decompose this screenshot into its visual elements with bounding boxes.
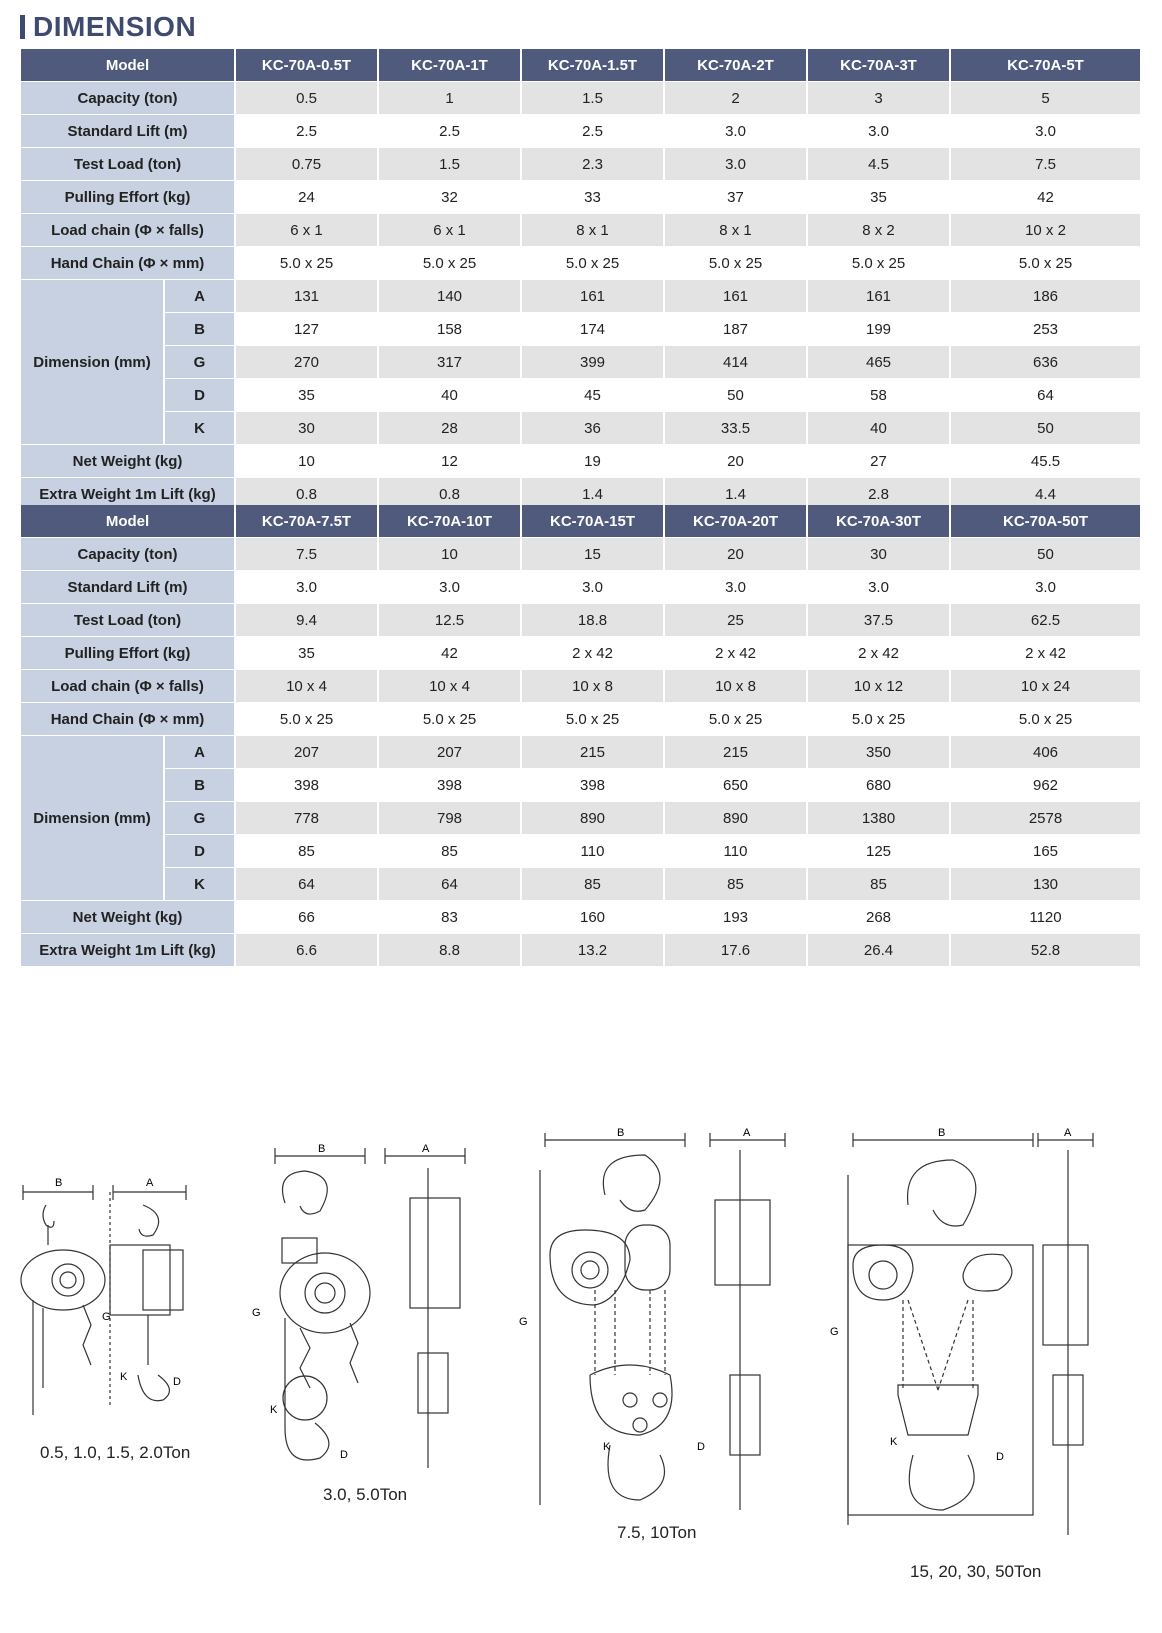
table-cell: 125 (807, 835, 950, 868)
table-cell: 42 (950, 181, 1140, 214)
table-cell: 161 (664, 280, 807, 313)
table-cell: 33 (521, 181, 664, 214)
table-cell: 28 (378, 412, 521, 445)
spec-row-dim-g (21, 346, 1140, 379)
table-cell: 52.8 (950, 934, 1140, 967)
spec-row-dim-b (21, 769, 1140, 802)
table-cell: 2 x 42 (807, 637, 950, 670)
table-cell: 83 (378, 901, 521, 934)
title-bar-icon (20, 15, 25, 39)
table-cell: 13.2 (521, 934, 664, 967)
table-cell: 6 x 1 (378, 214, 521, 247)
model-name: KC-70A-15T (521, 505, 664, 538)
spec-row-capacity (21, 82, 1140, 115)
model-name: KC-70A-1.5T (521, 49, 664, 82)
dim-b-label: B (617, 1127, 625, 1139)
table-cell: 10 (235, 445, 378, 478)
table-cell: 1120 (950, 901, 1140, 934)
table-cell: 1.4 (521, 478, 664, 511)
spec-table-2 (21, 505, 1140, 967)
table-cell: 890 (521, 802, 664, 835)
table-cell: 187 (664, 313, 807, 346)
table-cell: 85 (378, 835, 521, 868)
table-cell: 10 x 2 (950, 214, 1140, 247)
table-cell: 10 x 8 (521, 670, 664, 703)
dim-d-label: D (697, 1441, 705, 1453)
dimension-sub-label: D (164, 379, 235, 412)
dim-b-label: B (318, 1143, 326, 1155)
spec-row-test-load (21, 604, 1140, 637)
table-cell: 5.0 x 25 (521, 247, 664, 280)
table-cell: 5.0 x 25 (235, 247, 378, 280)
row-label: Net Weight (kg) (21, 445, 235, 478)
table-cell: 1.5 (521, 82, 664, 115)
spec-row-pulling-effort (21, 637, 1140, 670)
table-cell: 5.0 x 25 (950, 703, 1140, 736)
model-name: KC-70A-5T (950, 49, 1140, 82)
diagram-caption-2: 3.0, 5.0Ton (323, 1485, 408, 1504)
table-cell: 174 (521, 313, 664, 346)
table-cell: 2 (664, 82, 807, 115)
table-cell: 35 (235, 637, 378, 670)
model-name: KC-70A-50T (950, 505, 1140, 538)
model-header-label: Model (21, 505, 235, 538)
table-cell: 32 (378, 181, 521, 214)
dimension-sub-label: K (164, 412, 235, 445)
diagram-caption-1: 0.5, 1.0, 1.5, 2.0Ton (40, 1443, 191, 1462)
hoist-diagram-medium (240, 1138, 480, 1483)
row-label: Capacity (ton) (21, 82, 235, 115)
table-cell: 45.5 (950, 445, 1140, 478)
table-cell: 1 (378, 82, 521, 115)
table-cell: 37 (664, 181, 807, 214)
dim-g-label: G (252, 1307, 261, 1319)
table-cell: 10 x 4 (378, 670, 521, 703)
spec-row-hand-chain (21, 247, 1140, 280)
row-label: Standard Lift (m) (21, 571, 235, 604)
table-cell: 127 (235, 313, 378, 346)
table-cell: 5.0 x 25 (950, 247, 1140, 280)
table-cell: 8 x 1 (521, 214, 664, 247)
table-cell: 2.5 (378, 115, 521, 148)
table-cell: 40 (807, 412, 950, 445)
table-cell: 0.8 (235, 478, 378, 511)
row-label: Hand Chain (Φ × mm) (21, 703, 235, 736)
dimension-group-label: Dimension (mm) (21, 736, 164, 901)
table-cell: 40 (378, 379, 521, 412)
table-cell: 3.0 (664, 571, 807, 604)
spec-row-net-weight (21, 445, 1140, 478)
spec-row-dim-d (21, 379, 1140, 412)
row-label: Extra Weight 1m Lift (kg) (21, 478, 235, 511)
table-cell: 2 x 42 (521, 637, 664, 670)
table-cell: 3 (807, 82, 950, 115)
table-cell: 207 (378, 736, 521, 769)
table-cell: 215 (521, 736, 664, 769)
table-cell: 35 (235, 379, 378, 412)
row-label: Test Load (ton) (21, 604, 235, 637)
table-cell: 10 x 24 (950, 670, 1140, 703)
table-cell: 5.0 x 25 (378, 703, 521, 736)
spec-row-hand-chain (21, 703, 1140, 736)
table-cell: 1380 (807, 802, 950, 835)
table-cell: 5.0 x 25 (378, 247, 521, 280)
table-cell: 199 (807, 313, 950, 346)
dim-d-label: D (340, 1449, 348, 1461)
spec-row-capacity (21, 538, 1140, 571)
table-cell: 2.8 (807, 478, 950, 511)
table-cell: 207 (235, 736, 378, 769)
table-cell: 10 x 12 (807, 670, 950, 703)
table-cell: 50 (950, 538, 1140, 571)
spec-row-dim-d (21, 835, 1140, 868)
spec-row-standard-lift (21, 571, 1140, 604)
table-cell: 268 (807, 901, 950, 934)
dim-a-label: A (422, 1143, 430, 1155)
table-cell: 5.0 x 25 (521, 703, 664, 736)
table-cell: 64 (235, 868, 378, 901)
table-cell: 3.0 (378, 571, 521, 604)
table-cell: 2578 (950, 802, 1140, 835)
dimension-sub-label: A (164, 280, 235, 313)
table-cell: 50 (950, 412, 1140, 445)
table-cell: 3.0 (664, 115, 807, 148)
spec-row-pulling-effort (21, 181, 1140, 214)
table-cell: 85 (235, 835, 378, 868)
table-cell: 270 (235, 346, 378, 379)
dim-k-label: K (603, 1441, 611, 1453)
hoist-diagram-heavy (828, 1125, 1103, 1555)
table-cell: 8 x 2 (807, 214, 950, 247)
spec-row-dim-a (21, 736, 1140, 769)
row-label: Pulling Effort (kg) (21, 637, 235, 670)
table-cell: 3.0 (807, 571, 950, 604)
table-cell: 398 (521, 769, 664, 802)
table-cell: 406 (950, 736, 1140, 769)
table-cell: 158 (378, 313, 521, 346)
table-cell: 20 (664, 538, 807, 571)
table-cell: 9.4 (235, 604, 378, 637)
model-header-label: Model (21, 49, 235, 82)
spec-table-1 (21, 49, 1140, 511)
dim-k-label: K (890, 1436, 898, 1448)
table-cell: 778 (235, 802, 378, 835)
spec-row-dim-k (21, 868, 1140, 901)
table-cell: 186 (950, 280, 1140, 313)
table-cell: 20 (664, 445, 807, 478)
table-cell: 64 (950, 379, 1140, 412)
table-cell: 6.6 (235, 934, 378, 967)
dim-a-label: A (146, 1177, 154, 1189)
table-cell: 18.8 (521, 604, 664, 637)
table-cell: 10 x 4 (235, 670, 378, 703)
table-cell: 3.0 (950, 115, 1140, 148)
table-cell: 5 (950, 82, 1140, 115)
table-cell: 24 (235, 181, 378, 214)
spec-row-dim-k (21, 412, 1140, 445)
row-label: Capacity (ton) (21, 538, 235, 571)
table-cell: 399 (521, 346, 664, 379)
table-cell: 33.5 (664, 412, 807, 445)
table-cell: 890 (664, 802, 807, 835)
table-cell: 110 (521, 835, 664, 868)
hoist-diagram-large (515, 1125, 800, 1520)
table-cell: 398 (378, 769, 521, 802)
table-cell: 131 (235, 280, 378, 313)
table-cell: 398 (235, 769, 378, 802)
table-cell: 6 x 1 (235, 214, 378, 247)
table-cell: 85 (664, 868, 807, 901)
table-cell: 161 (521, 280, 664, 313)
section-title (20, 12, 196, 42)
row-label: Net Weight (kg) (21, 901, 235, 934)
table-cell: 5.0 x 25 (664, 703, 807, 736)
dim-b-label: B (938, 1127, 946, 1139)
spec-row-test-load (21, 148, 1140, 181)
table-cell: 3.0 (950, 571, 1140, 604)
table-cell: 17.6 (664, 934, 807, 967)
table-cell: 2 x 42 (950, 637, 1140, 670)
row-label: Pulling Effort (kg) (21, 181, 235, 214)
table-cell: 650 (664, 769, 807, 802)
model-name: KC-70A-2T (664, 49, 807, 82)
table-cell: 2.5 (235, 115, 378, 148)
table-cell: 5.0 x 25 (807, 247, 950, 280)
table-cell: 26.4 (807, 934, 950, 967)
table-cell: 12.5 (378, 604, 521, 637)
table-cell: 7.5 (950, 148, 1140, 181)
model-header-row (21, 49, 1140, 82)
model-name: KC-70A-20T (664, 505, 807, 538)
row-label: Test Load (ton) (21, 148, 235, 181)
row-label: Hand Chain (Φ × mm) (21, 247, 235, 280)
table-cell: 5.0 x 25 (664, 247, 807, 280)
table-cell: 2.3 (521, 148, 664, 181)
table-cell: 2.5 (521, 115, 664, 148)
spec-row-load-chain (21, 214, 1140, 247)
table-cell: 27 (807, 445, 950, 478)
dim-a-label: A (743, 1127, 751, 1139)
dim-g-label: G (102, 1311, 111, 1323)
table-cell: 5.0 x 25 (807, 703, 950, 736)
table-cell: 58 (807, 379, 950, 412)
spec-row-dim-b (21, 313, 1140, 346)
spec-row-standard-lift (21, 115, 1140, 148)
model-name: KC-70A-30T (807, 505, 950, 538)
dim-g-label: G (830, 1326, 839, 1338)
row-label: Standard Lift (m) (21, 115, 235, 148)
table-cell: 3.0 (521, 571, 664, 604)
dim-d-label: D (173, 1376, 181, 1388)
table-cell: 0.75 (235, 148, 378, 181)
table-cell: 50 (664, 379, 807, 412)
table-cell: 3.0 (807, 115, 950, 148)
table-cell: 636 (950, 346, 1140, 379)
table-cell: 317 (378, 346, 521, 379)
row-label: Extra Weight 1m Lift (kg) (21, 934, 235, 967)
spec-row-net-weight (21, 901, 1140, 934)
dimension-sub-label: K (164, 868, 235, 901)
dimension-group-label: Dimension (mm) (21, 280, 164, 445)
model-header-row (21, 505, 1140, 538)
table-cell: 962 (950, 769, 1140, 802)
model-name: KC-70A-0.5T (235, 49, 378, 82)
table-cell: 193 (664, 901, 807, 934)
table-cell: 25 (664, 604, 807, 637)
model-name: KC-70A-10T (378, 505, 521, 538)
model-name: KC-70A-1T (378, 49, 521, 82)
table-cell: 8.8 (378, 934, 521, 967)
table-cell: 253 (950, 313, 1140, 346)
table-cell: 110 (664, 835, 807, 868)
dimension-sub-label: D (164, 835, 235, 868)
diagram-caption-3: 7.5, 10Ton (617, 1523, 697, 1542)
diagram-caption-4: 15, 20, 30, 50Ton (910, 1562, 1042, 1581)
model-name: KC-70A-7.5T (235, 505, 378, 538)
dimension-sub-label: A (164, 736, 235, 769)
table-cell: 350 (807, 736, 950, 769)
table-cell: 35 (807, 181, 950, 214)
dimension-sub-label: B (164, 769, 235, 802)
hoist-diagram-small (18, 1170, 198, 1450)
table-cell: 10 x 8 (664, 670, 807, 703)
table-cell: 36 (521, 412, 664, 445)
table-cell: 85 (521, 868, 664, 901)
table-cell: 7.5 (235, 538, 378, 571)
table-cell: 64 (378, 868, 521, 901)
table-cell: 37.5 (807, 604, 950, 637)
table-cell: 30 (807, 538, 950, 571)
table-cell: 160 (521, 901, 664, 934)
table-cell: 414 (664, 346, 807, 379)
table-cell: 140 (378, 280, 521, 313)
table-cell: 3.0 (235, 571, 378, 604)
table-cell: 130 (950, 868, 1140, 901)
table-cell: 8 x 1 (664, 214, 807, 247)
table-cell: 215 (664, 736, 807, 769)
table-cell: 4.4 (950, 478, 1140, 511)
table-cell: 465 (807, 346, 950, 379)
table-cell: 5.0 x 25 (235, 703, 378, 736)
page-title: DIMENSION (33, 11, 197, 42)
model-name: KC-70A-3T (807, 49, 950, 82)
dim-k-label: K (270, 1404, 278, 1416)
table-cell: 19 (521, 445, 664, 478)
dim-a-label: A (1064, 1127, 1072, 1139)
spec-row-load-chain (21, 670, 1140, 703)
table-cell: 1.4 (664, 478, 807, 511)
dim-k-label: K (120, 1371, 128, 1383)
table-cell: 62.5 (950, 604, 1140, 637)
table-cell: 0.5 (235, 82, 378, 115)
table-cell: 30 (235, 412, 378, 445)
table-cell: 798 (378, 802, 521, 835)
spec-row-dim-a (21, 280, 1140, 313)
table-cell: 85 (807, 868, 950, 901)
table-cell: 161 (807, 280, 950, 313)
dim-d-label: D (996, 1451, 1004, 1463)
table-cell: 3.0 (664, 148, 807, 181)
row-label: Load chain (Φ × falls) (21, 214, 235, 247)
table-cell: 1.5 (378, 148, 521, 181)
spec-row-extra-weight (21, 934, 1140, 967)
dimension-sub-label: B (164, 313, 235, 346)
table-cell: 4.5 (807, 148, 950, 181)
table-cell: 10 (378, 538, 521, 571)
table-cell: 12 (378, 445, 521, 478)
table-cell: 66 (235, 901, 378, 934)
table-cell: 0.8 (378, 478, 521, 511)
spec-row-dim-g (21, 802, 1140, 835)
dimension-sub-label: G (164, 346, 235, 379)
table-cell: 42 (378, 637, 521, 670)
dimension-sub-label: G (164, 802, 235, 835)
table-cell: 165 (950, 835, 1140, 868)
dim-b-label: B (55, 1177, 63, 1189)
table-cell: 680 (807, 769, 950, 802)
table-cell: 45 (521, 379, 664, 412)
table-cell: 15 (521, 538, 664, 571)
table-cell: 2 x 42 (664, 637, 807, 670)
dim-g-label: G (519, 1316, 528, 1328)
row-label: Load chain (Φ × falls) (21, 670, 235, 703)
